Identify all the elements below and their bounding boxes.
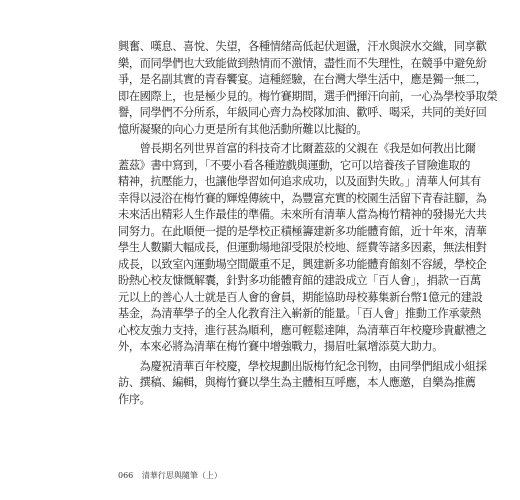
paragraph-2 — [118, 141, 487, 356]
text-line: 同努力。在此順便一提的是學校正積極籌建新多功能體育館，近十年來，清華 — [118, 224, 487, 238]
text-line: 興奮、嘆息、喜悅、失望，各種情緒高低起伏迴盪，汗水與淚水交織，同享歡 — [118, 40, 487, 53]
body-text — [118, 39, 498, 408]
text-line: 作序。 — [118, 392, 151, 406]
text-line: 成長，以致室內運動場空間嚴重不足，興建新多功能體育館刻不容緩，學校企 — [118, 257, 487, 271]
text-line: 即在國際上，也是極少見的。梅竹賽期間，選手們揮汗向前，一心為學校爭取榮 — [118, 89, 498, 103]
page-number: 066 — [118, 471, 134, 480]
text-line: 盼熱心校友慷慨解囊，針對多功能體育館的建設成立「百人會」，捐款一百萬 — [118, 274, 481, 287]
text-line: 譽，同學們不分所系，年級同心齊力為校隊加油、歡呼、喝采，共同的美好回 — [118, 106, 487, 119]
text-line: 爭，是名副其實的青春饗宴。這種經驗，在台灣大學生活中，應是獨一無二， — [118, 73, 487, 86]
text-line: 蓋茲》書中寫到，「不要小看各種遊戲與運動，它可以培養孩子冒險進取的 — [118, 158, 471, 172]
text-line: 曾長期名列世界首富的科技奇才比爾蓋茲的父親在《我是如何教出比爾 — [118, 142, 476, 155]
text-line: 精神，抗壓能力，也讓他學習如何追求成功，以及面對失敗。」清華人何其有 — [118, 175, 481, 188]
text-line: 訪、撰稿、編輯，與梅竹賽以學生為主體相互呼應，本人應邀，自樂為推薦 — [118, 376, 476, 389]
text-line: 為慶祝清華百年校慶，學校規劃出版梅竹紀念刊物，由同學們組成小組採 — [118, 359, 487, 373]
paragraph-3 — [118, 359, 487, 409]
paragraph-1 — [118, 39, 498, 138]
text-line: 樂，而同學們也大致能做到熱情而不激情，盡性而不失理性，在競爭中避免紛 — [118, 56, 487, 70]
text-line: 心校友強力支持，進行甚為順利，應可輕鬆達陣，為清華百年校慶珍貴獻禮之 — [118, 323, 487, 337]
text-line: 外，本來必將為清華在梅竹賽中增強戰力，揚眉吐氣增添莫大助力。 — [118, 340, 444, 353]
page-footer — [118, 470, 222, 481]
text-line: 基金，為清華學子的全人化教育注入嶄新的能量。「百人會」推動工作承蒙熱 — [118, 307, 481, 320]
text-line: 元以上的善心人士就是百人會的會員，期能協助母校募集新台幣1億元的建設 — [118, 290, 483, 304]
text-line: 未來活出精彩人生作最佳的準備。未來所有清華人當為梅竹精神的發揚光大共 — [118, 208, 487, 221]
running-title: 清華行思與隨筆（上） — [141, 471, 222, 480]
text-line: 幸得以浸浴在梅竹賽的輝煌傳統中，為豐富充實的校園生活留下青春註腳，為 — [118, 191, 487, 205]
text-line: 憶所凝聚的向心力更是所有其他活動所難以比擬的。 — [118, 122, 368, 136]
text-line: 學生人數顯大幅成長，但運動場地卻受限於校地、經費等諸多因素，無法相對 — [118, 241, 487, 254]
